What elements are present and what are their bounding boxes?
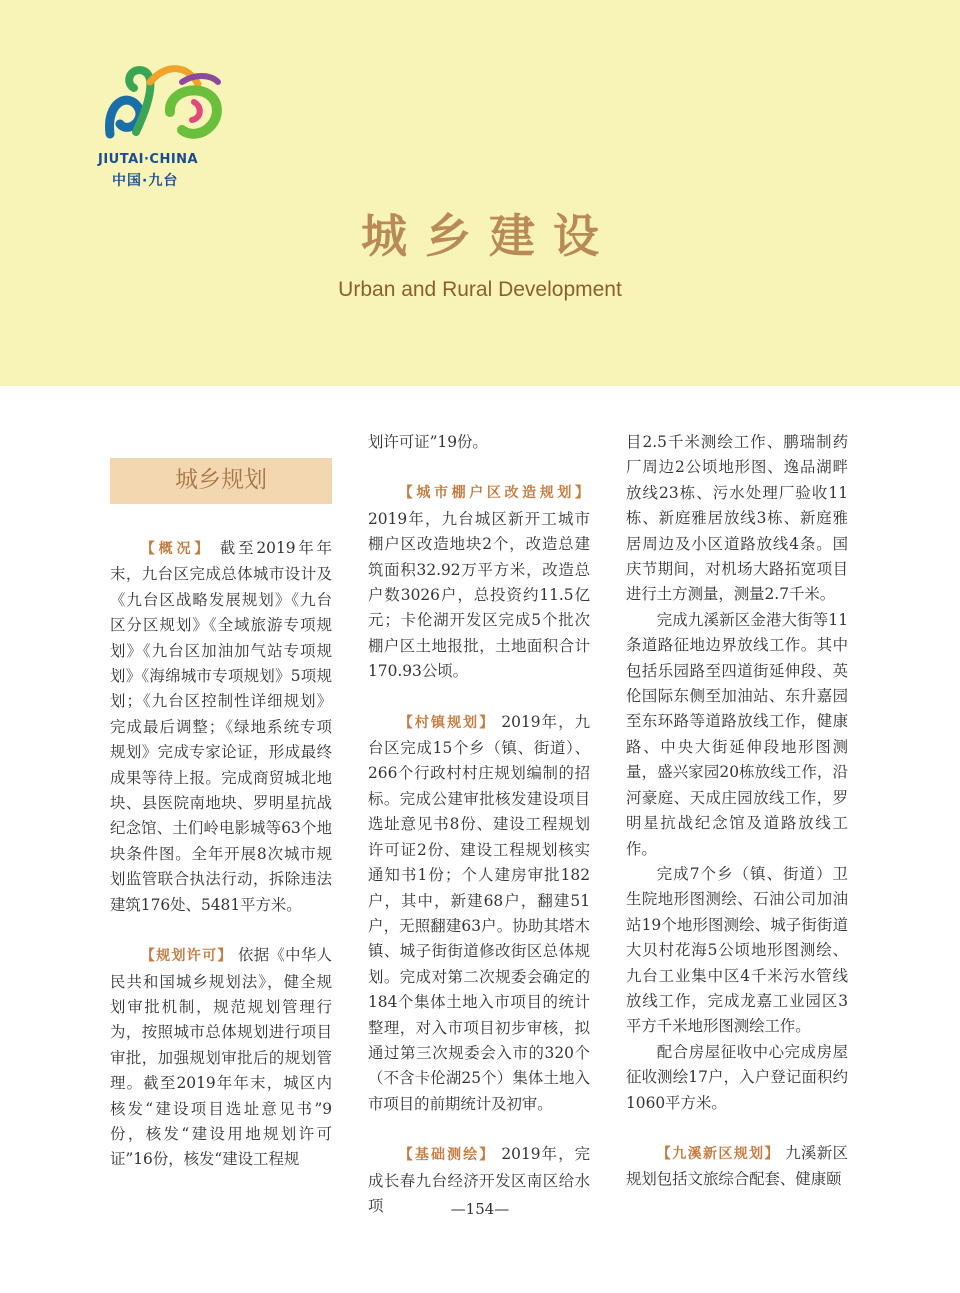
jiutai-logo-icon <box>98 62 233 152</box>
paragraph-text: 截至2019年年末，九台区完成总体城市设计及《九台区战略发展规划》《九台区分区规划》《全域旅游专项规划》《九台区加油加气站专项规划》《海绵城市专项规划》5项规划；《九台区控制性详细规划》完成最后调整；《绿地系统专项规划》完成专家论证，形成最终成果等待上报。完成商贸城北地块、县医院南地块、罗明星抗战纪念馆、土们岭电影城等63个地块条件图。全年开展8次城市规划监管联合执法行动，拆除违法建筑176处、5481平方米。 <box>110 539 332 914</box>
paragraph-continuation: 划许可证”19份。 <box>368 433 488 451</box>
paragraph-planning-permit <box>110 943 332 1173</box>
text-column-2 <box>368 430 590 1219</box>
logo-text-en: JIUTAI·CHINA <box>98 152 199 167</box>
paragraph-text: 2019年，九台城区新开工城市棚户区改造地块2个，改造总建筑面积32.92万平方米，改造总户数3026户，总投资约11.5亿元；卡伦湖开发区完成5个批次棚户区土地报批，土地面积合计170.93公顷。 <box>368 509 590 681</box>
section-heading-box <box>110 458 332 504</box>
paragraph-text: 依据《中华人民共和国城乡规划法》，健全规划审批机制，规范规划管理行为，按照城市总体规划进行项目审批，加强规划审批后的规划管理。截至2019年年末，城区内核发“建设项目选址意见书”9份，核发“建设用地规划许可证”16份，核发“建设工程规 <box>110 946 332 1169</box>
paragraph-continuation: 目2.5千米测绘工作、鹏瑞制药厂周边2公顷地形图、逸品湖畔放线23栋、污水处理厂验收11栋、新庭雅居放线3栋、新庭雅居周边及小区道路放线4条。国庆节期间，对机场大路拓宽项目进行土方测量，测量2.7千米。 <box>626 433 848 604</box>
paragraph-township-surveys: 完成7个乡（镇、街道）卫生院地形图测绘、石油公司加油站19个地形图测绘、城子街街道大贝村花海5公顷地形图测绘、九台工业集中区4千米污水管线放线工作，完成龙嘉工业园区3平方千米地形图测绘工作。 <box>626 864 848 1036</box>
page-number: —154— <box>450 1200 510 1218</box>
section-title: 城乡规划 <box>175 467 267 494</box>
header-banner <box>0 0 960 386</box>
paragraph-tag: 【基础测绘】 <box>398 1147 496 1164</box>
paragraph-jiuxi-planning <box>626 1141 848 1193</box>
text-column-1 <box>110 430 332 1173</box>
paragraph-village-planning <box>368 710 590 1118</box>
paragraph-jiuxi-roads: 完成九溪新区金港大街等11条道路征地边界放线工作。其中包括乐园路至四道街延伸段、英伦国际东侧至加油站、东升嘉园至东环路等道路放线工作，健康路、中央大街延伸段地形图测量，盛兴家园20栋放线工作，沿河豪庭、天成庄园放线工作，罗明星抗战纪念馆及道路放线工作。 <box>626 610 848 858</box>
paragraph-housing-expropriation: 配合房屋征收中心完成房屋征收测绘17户，入户登记面积约1060平方米。 <box>626 1042 848 1112</box>
logo-text-cn: 中国·九台 <box>112 173 179 189</box>
chapter-title: 城乡建设 <box>361 209 617 263</box>
paragraph-tag: 【概况】 <box>140 541 213 557</box>
paragraph-text: 2019年，完成长春九台经济开发区南区给水项 <box>368 1145 591 1215</box>
paragraph-tag: 【九溪新区规划】 <box>656 1145 780 1162</box>
text-column-3 <box>626 430 848 1193</box>
paragraph-text: 九溪新区规划包括文旅综合配套、健康颐 <box>626 1143 848 1189</box>
chapter-subtitle: Urban and Rural Development <box>338 278 622 301</box>
jiutai-logo <box>98 62 233 190</box>
paragraph-text: 2019年，九台区完成15个乡（镇、街道）、266个行政村村庄规划编制的招标。完成公建审批核发建设项目选址意见书8份、建设工程规划许可证2份、建设工程规划核实通知书1份；个人建房审批182户，其中，新建68户，翻建51户，无照翻建63户。协助其塔木镇、城子街街道修改街区总体规划。完成对第二次规委会确定的184个集体土地入市项目的统计整理，对入市项目初步审核，拟通过第三次规委会入市的320个（不含卡伦湖25个）集体土地入市项目的前期统计及初审。 <box>368 712 591 1113</box>
paragraph-tag: 【城市棚户区改造规划】 <box>398 485 590 502</box>
paragraph-tag: 【村镇规划】 <box>398 714 496 731</box>
paragraph-tag: 【规划许可】 <box>140 948 233 965</box>
paragraph-overview <box>110 536 332 918</box>
paragraph-shantytown <box>368 480 590 684</box>
